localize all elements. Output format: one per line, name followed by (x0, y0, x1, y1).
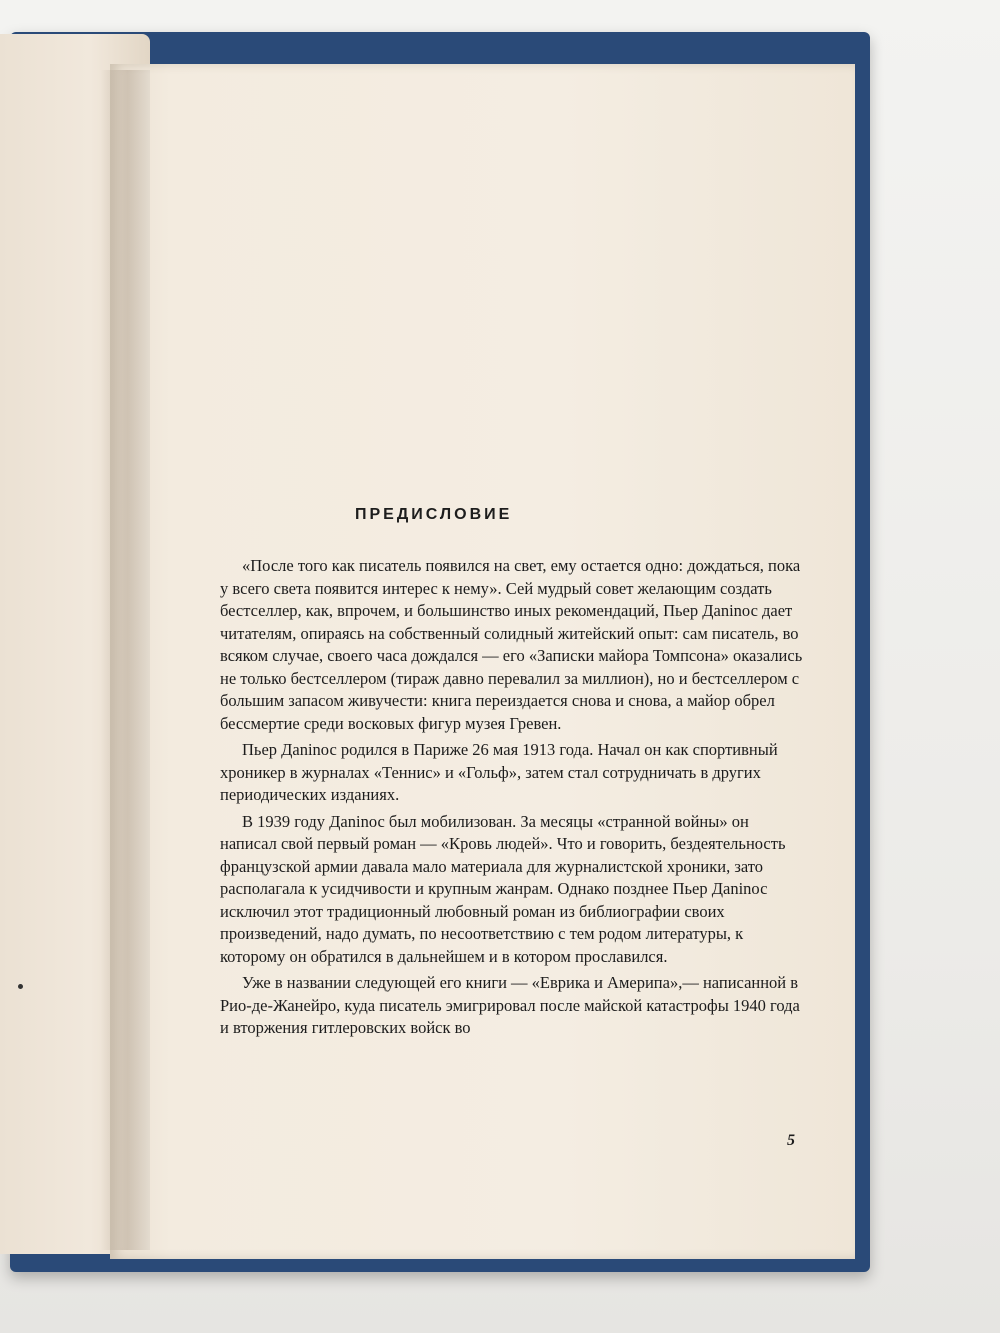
page-title: ПРЕДИСЛОВИЕ (355, 506, 513, 523)
body-text (220, 555, 805, 1044)
paragraph: В 1939 году Даninос был мобилизован. За месяцы «странной войны» он написал свой первый роман — «Кровь людей». Что и говорить, бездеятельность французской армии давала мало материала для журналистской хроники, зато располагала к усидчивости и крупным жанрам. Однако позднее Пьер Даninос исключил этот традиционный любовный роман из библиографии своих произведений, надо думать, по несоответствию с тем родом литературы, к которому он обратился в дальнейшем и в котором прославился. (220, 811, 786, 966)
page-number: 5 (787, 1132, 795, 1149)
paragraph: Пьер Даninос родился в Париже 26 мая 1913 года. Начал он как спортивный хроникер в журналах «Теннис» и «Гольф», затем стал сотрудничать в других периодических изданиях. (220, 740, 778, 804)
ink-dot (18, 984, 23, 989)
paragraph: Уже в названии следующей его книги — «Еврика и Америпа»,— написанной в Рио-де-Жанейро, куда писатель эмигрировал после майской катастрофы 1940 года и вторжения гитлеровских войск во (220, 973, 800, 1037)
book-gutter (100, 70, 150, 1250)
paragraph: «После того как писатель появился на свет, ему остается одно: дождаться, пока у всего света появится интерес к нему». Сей мудрый совет желающим создать бестселлер, как, впрочем, и большинство иных рекомендаций, Пьер Даninос дает читателям, опираясь на собственный солидный житейский опыт: сам писатель, во всяком случае, своего часа дождался — его «Записки майора Томпсона» оказались не только бестселлером (тираж давно перевалил за миллион), но и бестселлером с большим запасом живучести: книга переиздается снова и снова, а майор обрел бессмертие среди восковых фигур музея Гревен. (220, 556, 803, 733)
